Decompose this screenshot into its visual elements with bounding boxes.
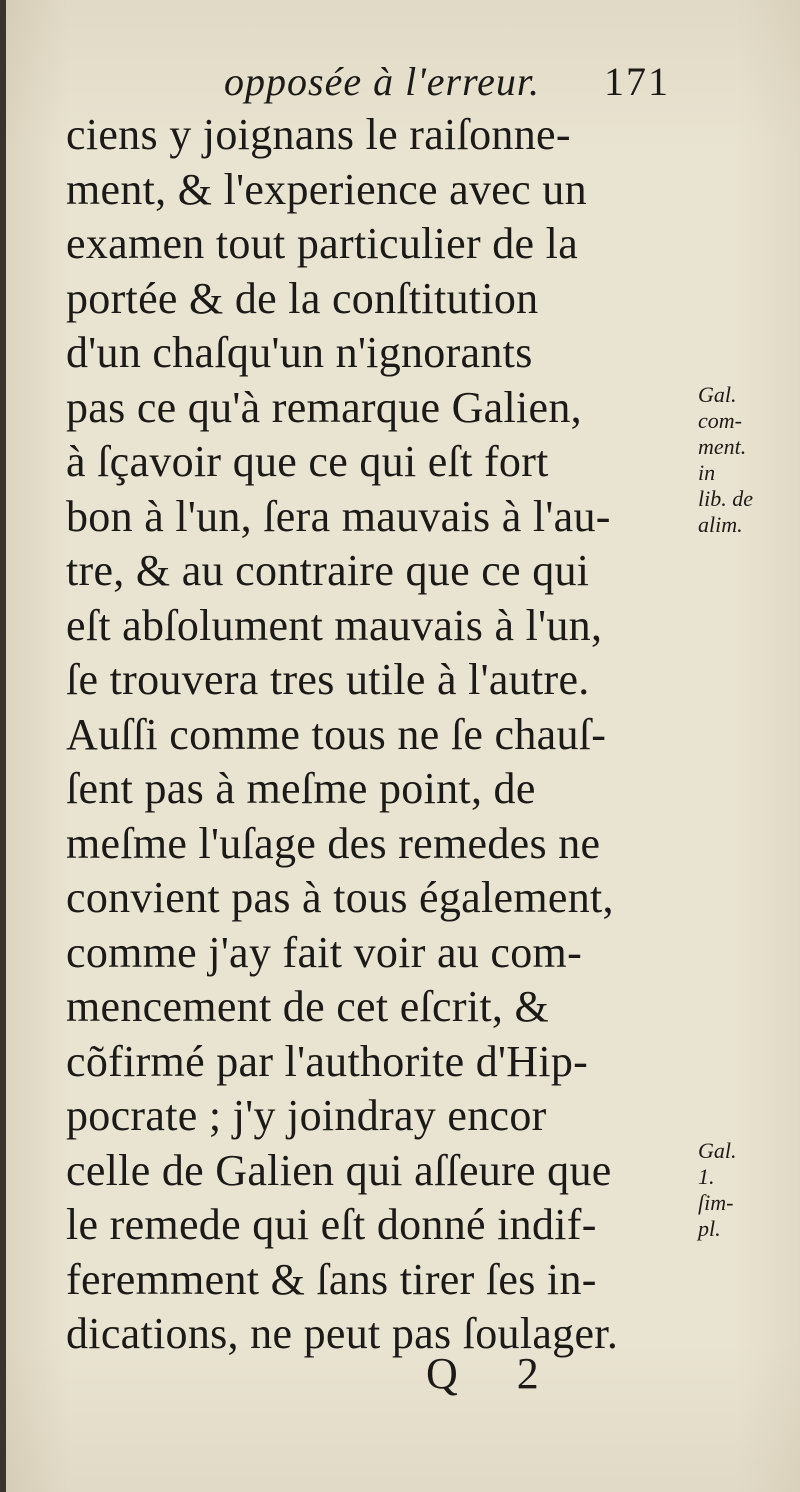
- margin-note-galen-simples: [698, 1138, 798, 1242]
- text-line: examen tout particulier de la: [66, 219, 579, 268]
- text-line: comme j'ay fait voir au com-: [66, 927, 583, 977]
- margin-note-galen-comment: [698, 382, 798, 538]
- text-line: feremment & ſans tirer ſes in-: [66, 1254, 597, 1304]
- text-line: celle de Galien qui aſſeure que: [66, 1145, 612, 1195]
- book-page: [6, 0, 800, 1492]
- text-line: d'un chaſqu'un n'ignorants: [66, 328, 533, 377]
- text-line: ciens y joignans le raiſonne-: [66, 110, 571, 159]
- text-line: convient pas à tous également,: [66, 873, 614, 922]
- text-line: ſe trouvera tres utile à l'autre.: [66, 655, 590, 704]
- text-line: ment, & l'experience avec un: [66, 164, 587, 214]
- body-text: [66, 108, 706, 1362]
- text-line: tre, & au contraire que ce qui: [66, 546, 590, 595]
- text-line: eſt abſolument mauvais à l'un,: [66, 600, 603, 650]
- text-line: pas ce qu'à remarque Galien,: [66, 382, 582, 432]
- page-number: 171: [604, 59, 670, 104]
- text-line: Auſſi comme tous ne ſe chauſ-: [66, 709, 607, 759]
- margin-note-line: lib. de: [698, 486, 753, 511]
- text-line: dications, ne peut pas ſoulager.: [66, 1309, 619, 1358]
- margin-note-line: Gal.: [698, 382, 737, 407]
- margin-note-line: ment.: [698, 434, 747, 459]
- text-line: pocrate ; j'y joindray encor: [66, 1091, 547, 1140]
- text-line: mencement de cet eſcrit, &: [66, 982, 550, 1031]
- margin-note-line: in: [698, 460, 716, 485]
- signature-mark: Q 2: [426, 1349, 563, 1398]
- margin-note-line: 1.: [698, 1164, 715, 1189]
- page-header: [224, 58, 704, 108]
- text-line: portée & de la conſtitution: [66, 273, 539, 323]
- text-line: cõfirmé par l'authorite d'Hip-: [66, 1036, 589, 1086]
- text-line: le remede qui eſt donné indif-: [66, 1200, 597, 1249]
- margin-note-line: ſim-: [698, 1190, 734, 1215]
- text-line: ſent pas à meſme point, de: [66, 764, 536, 813]
- text-line: bon à l'un, ſera mauvais à l'au-: [66, 491, 611, 541]
- margin-note-line: alim.: [698, 512, 743, 537]
- margin-note-line: Gal.: [698, 1138, 737, 1163]
- text-line: à ſçavoir que ce qui eſt fort: [66, 437, 549, 486]
- margin-note-line: pl.: [698, 1216, 721, 1241]
- running-head: opposée à l'erreur.: [224, 59, 541, 104]
- text-line: meſme l'uſage des remedes ne: [66, 818, 601, 868]
- margin-note-line: com-: [698, 408, 742, 433]
